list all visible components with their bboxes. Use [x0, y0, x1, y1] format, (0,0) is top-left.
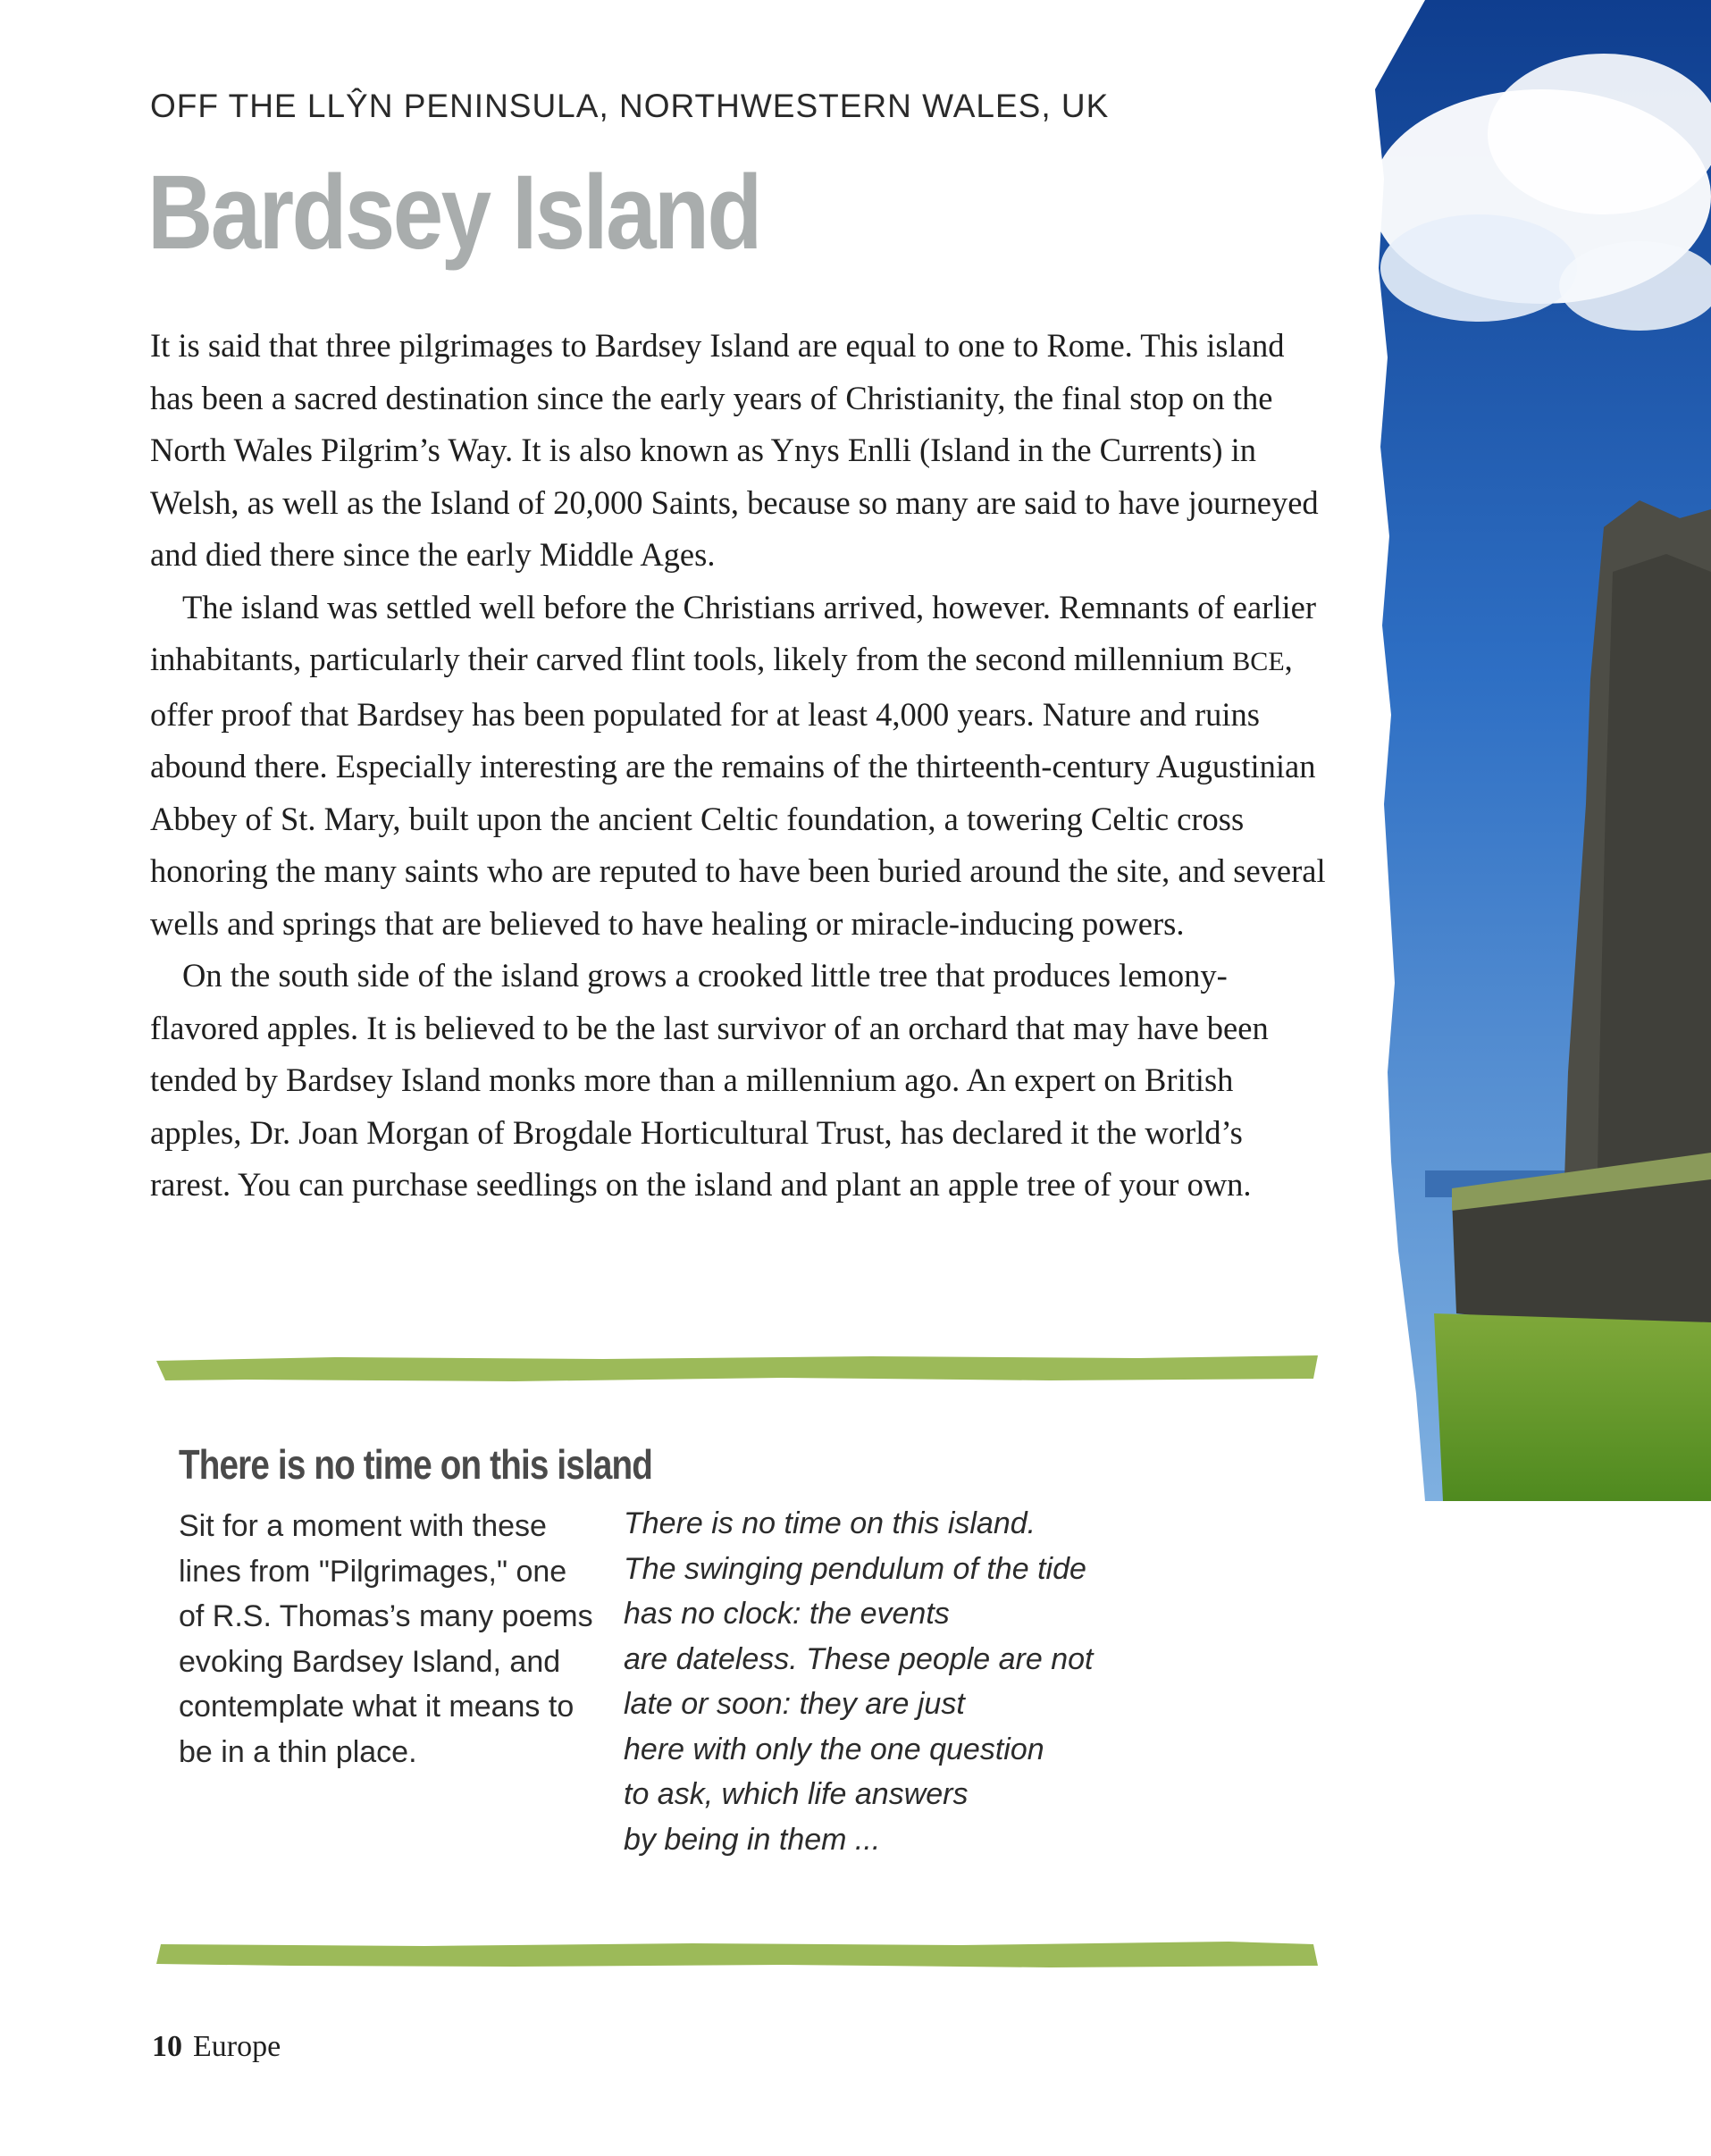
page-footer	[152, 2030, 281, 2064]
poem-line: to ask, which life answers	[624, 1777, 969, 1811]
poem-line: There is no time on this island.	[624, 1506, 1036, 1540]
sidebar-bottom-band	[156, 1939, 1318, 1969]
poem-line: The swinging pendulum of the tide	[624, 1551, 1086, 1586]
era-abbreviation: BCE	[1232, 647, 1285, 676]
tower-photo	[1371, 0, 1711, 1501]
brush-stroke-bottom	[156, 1939, 1318, 1969]
paragraph-2	[150, 582, 1329, 951]
tower-photo-art	[1371, 0, 1711, 1501]
section-name: Europe	[193, 2030, 281, 2063]
poem-line: has no clock: the events	[624, 1597, 950, 1631]
main-article	[150, 320, 1329, 1212]
poem-line: by being in them ...	[624, 1822, 881, 1857]
paragraph-2-part-b: , offer proof that Bardsey has been populated for at least 4,000 years. Nature and ruins abound there. Especially interesting are the remains of the thirteenth-century Augustinian Abbey of St. Mary, built upon the ancient Celtic foundation, a towering Celtic cross honoring the many saints who are reputed to have been buried around the site, and several wells and springs that are believed to have healing or miracle-inducing powers.	[150, 641, 1326, 942]
sidebar-top-band	[156, 1354, 1318, 1384]
paragraph-1: It is said that three pilgrimages to Bardsey Island are equal to one to Rome. This island has been a sacred destination since the early years of Christianity, the final stop on the North Wales Pilgrim’s Way. It is also known as Ynys Enlli (Island in the Currents) in Welsh, as well as the Island of 20,000 Saints, because so many are said to have journeyed and died there since the early Middle Ages.	[150, 327, 1319, 573]
poem-excerpt	[624, 1501, 1195, 1862]
sidebar-intro: Sit for a moment with these lines from "Pilgrimages," one of R.S. Thomas’s many poems evoking Bardsey Island, and contemplate what it means to be in a thin place.	[179, 1509, 593, 1769]
page-title: Bardsey Island	[147, 154, 760, 272]
paragraph-3: On the south side of the island grows a crooked little tree that produces lemony-flavored apples. It is believed to be the last survivor of an orchard that may have been tended by Bardsey Island monks more than a millennium ago. An expert on British apples, Dr. Joan Morgan of Brogdale Horticultural Trust, has declared it the world’s rarest. You can purchase seedlings on the island and plant an apple tree of your own.	[150, 957, 1269, 1203]
brush-stroke-top	[156, 1354, 1318, 1384]
poem-line: here with only the one question	[624, 1732, 1044, 1766]
sidebar-title: There is no time on this island	[179, 1441, 653, 1488]
page-number: 10	[152, 2030, 182, 2063]
poem-line: late or soon: they are just	[624, 1687, 965, 1721]
poem-line: are dateless. These people are not	[624, 1641, 1094, 1676]
paragraph-2-part-a: The island was settled well before the Christians arrived, however. Remnants of earlier inhabitants, particularly their carved flint tools, likely from the second millennium	[150, 588, 1316, 677]
location-subtitle: OFF THE LLŶN PENINSULA, NORTHWESTERN WALES, UK	[150, 88, 1110, 124]
